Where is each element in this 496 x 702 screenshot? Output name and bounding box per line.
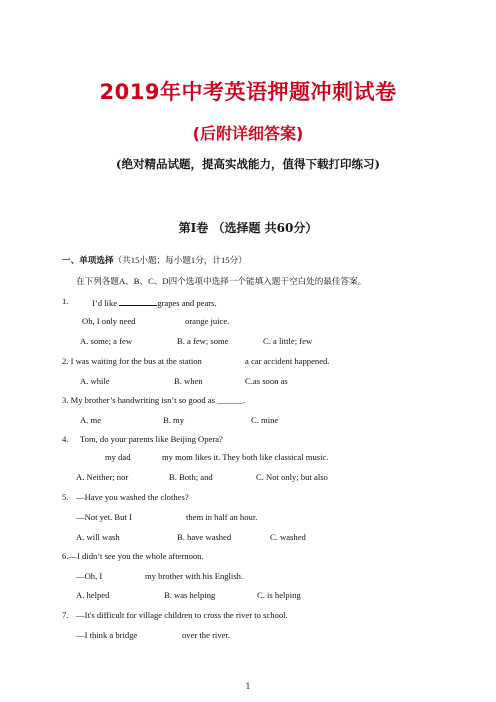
question-5-line2-pre: —Not yet. But I (76, 512, 132, 522)
question-2-option-a: A. while (80, 376, 110, 386)
question-4-line2-b: my mom likes it. They both like classical music. (162, 452, 329, 462)
question-2-stem-post: a car accident happened. (245, 356, 330, 366)
question-6-line2-post: my brother with his English. (145, 571, 244, 581)
question-5-option-c: C. washed (270, 532, 306, 542)
question-1-stem-post: grapes and pears. (157, 298, 217, 308)
question-3-option-a: A. me (80, 415, 102, 425)
question-3-stem: 3. My brother’s handwriting isn’t so good as ______. (62, 395, 246, 405)
document-subtitle: (后附详细答案) (192, 124, 304, 143)
question-4-option-b: B. Both; and (169, 472, 213, 482)
question-7-line2-post: over the river. (182, 630, 230, 640)
section-note: （共15小题；每小题1分，计15分） (113, 255, 247, 265)
question-5-option-b: B. have washed (177, 532, 232, 542)
question-1-option-a: A. some; a few (80, 336, 133, 346)
question-6-option-c: C. is helping (257, 590, 301, 600)
question-2-option-b: B. when (174, 376, 203, 386)
question-5-stem: —Have you washed the clothes? (76, 492, 189, 502)
question-7-line2-pre: —I think a bridge (76, 630, 138, 640)
document-title: 2019年中考英语押题冲刺试卷 (99, 80, 397, 104)
question-2-stem-pre: 2. I was waiting for the bus at the station (62, 356, 202, 366)
document-tagline: (绝对精品试题，提高实战能力，值得下载打印练习) (116, 157, 380, 171)
page-number: 1 (245, 682, 251, 691)
question-1-option-b: B. a few; some (177, 336, 229, 346)
question-5-number: 5. (62, 492, 69, 502)
question-3-option-c: C. mine (251, 415, 279, 425)
question-1-number: 1. (62, 296, 69, 306)
part-heading: 第Ⅰ卷 （选择题 共60分） (178, 221, 318, 235)
question-4-stem: Tom, do your parents like Beijing Opera? (80, 434, 223, 444)
question-4-option-c: C. Not only; but also (256, 472, 328, 482)
question-7-number: 7. (62, 610, 69, 620)
question-6-line2-pre: —Oh, I (76, 571, 103, 581)
question-5-line2-post: them in half an hour. (186, 512, 258, 522)
question-1-stem-pre: I’d like (92, 298, 118, 308)
question-6-option-b: B. was helping (164, 590, 216, 600)
question-3-option-b: B. my (163, 415, 185, 425)
section-heading (62, 254, 247, 266)
question-4-line2-a: my dad (105, 452, 131, 462)
question-5-option-a: A. will wash (76, 532, 120, 542)
answer-blank (119, 296, 157, 306)
question-6-option-a: A. helped (76, 590, 110, 600)
question-2-option-c: C.as soon as (245, 376, 288, 386)
question-4-number: 4. (62, 434, 69, 444)
question-1-option-c: C. a little; few (263, 336, 313, 346)
section-instruction: 在下列各题A、B、C、D四个选项中选择一个能填入题干空白处的最佳答案。 (76, 276, 367, 286)
section-label: 一、单项选择 (62, 255, 114, 265)
question-1-stem (92, 296, 217, 308)
question-1-line2-pre: Oh, I only need (82, 316, 136, 326)
question-1-line2-post: orange juice. (185, 316, 230, 326)
question-7-stem: —It's difficult for village children to cross the river to school. (76, 610, 288, 620)
question-4-option-a: A. Neither; nor (76, 472, 129, 482)
question-6-stem: 6.—I didn’t see you the whole afternoon. (62, 551, 204, 561)
